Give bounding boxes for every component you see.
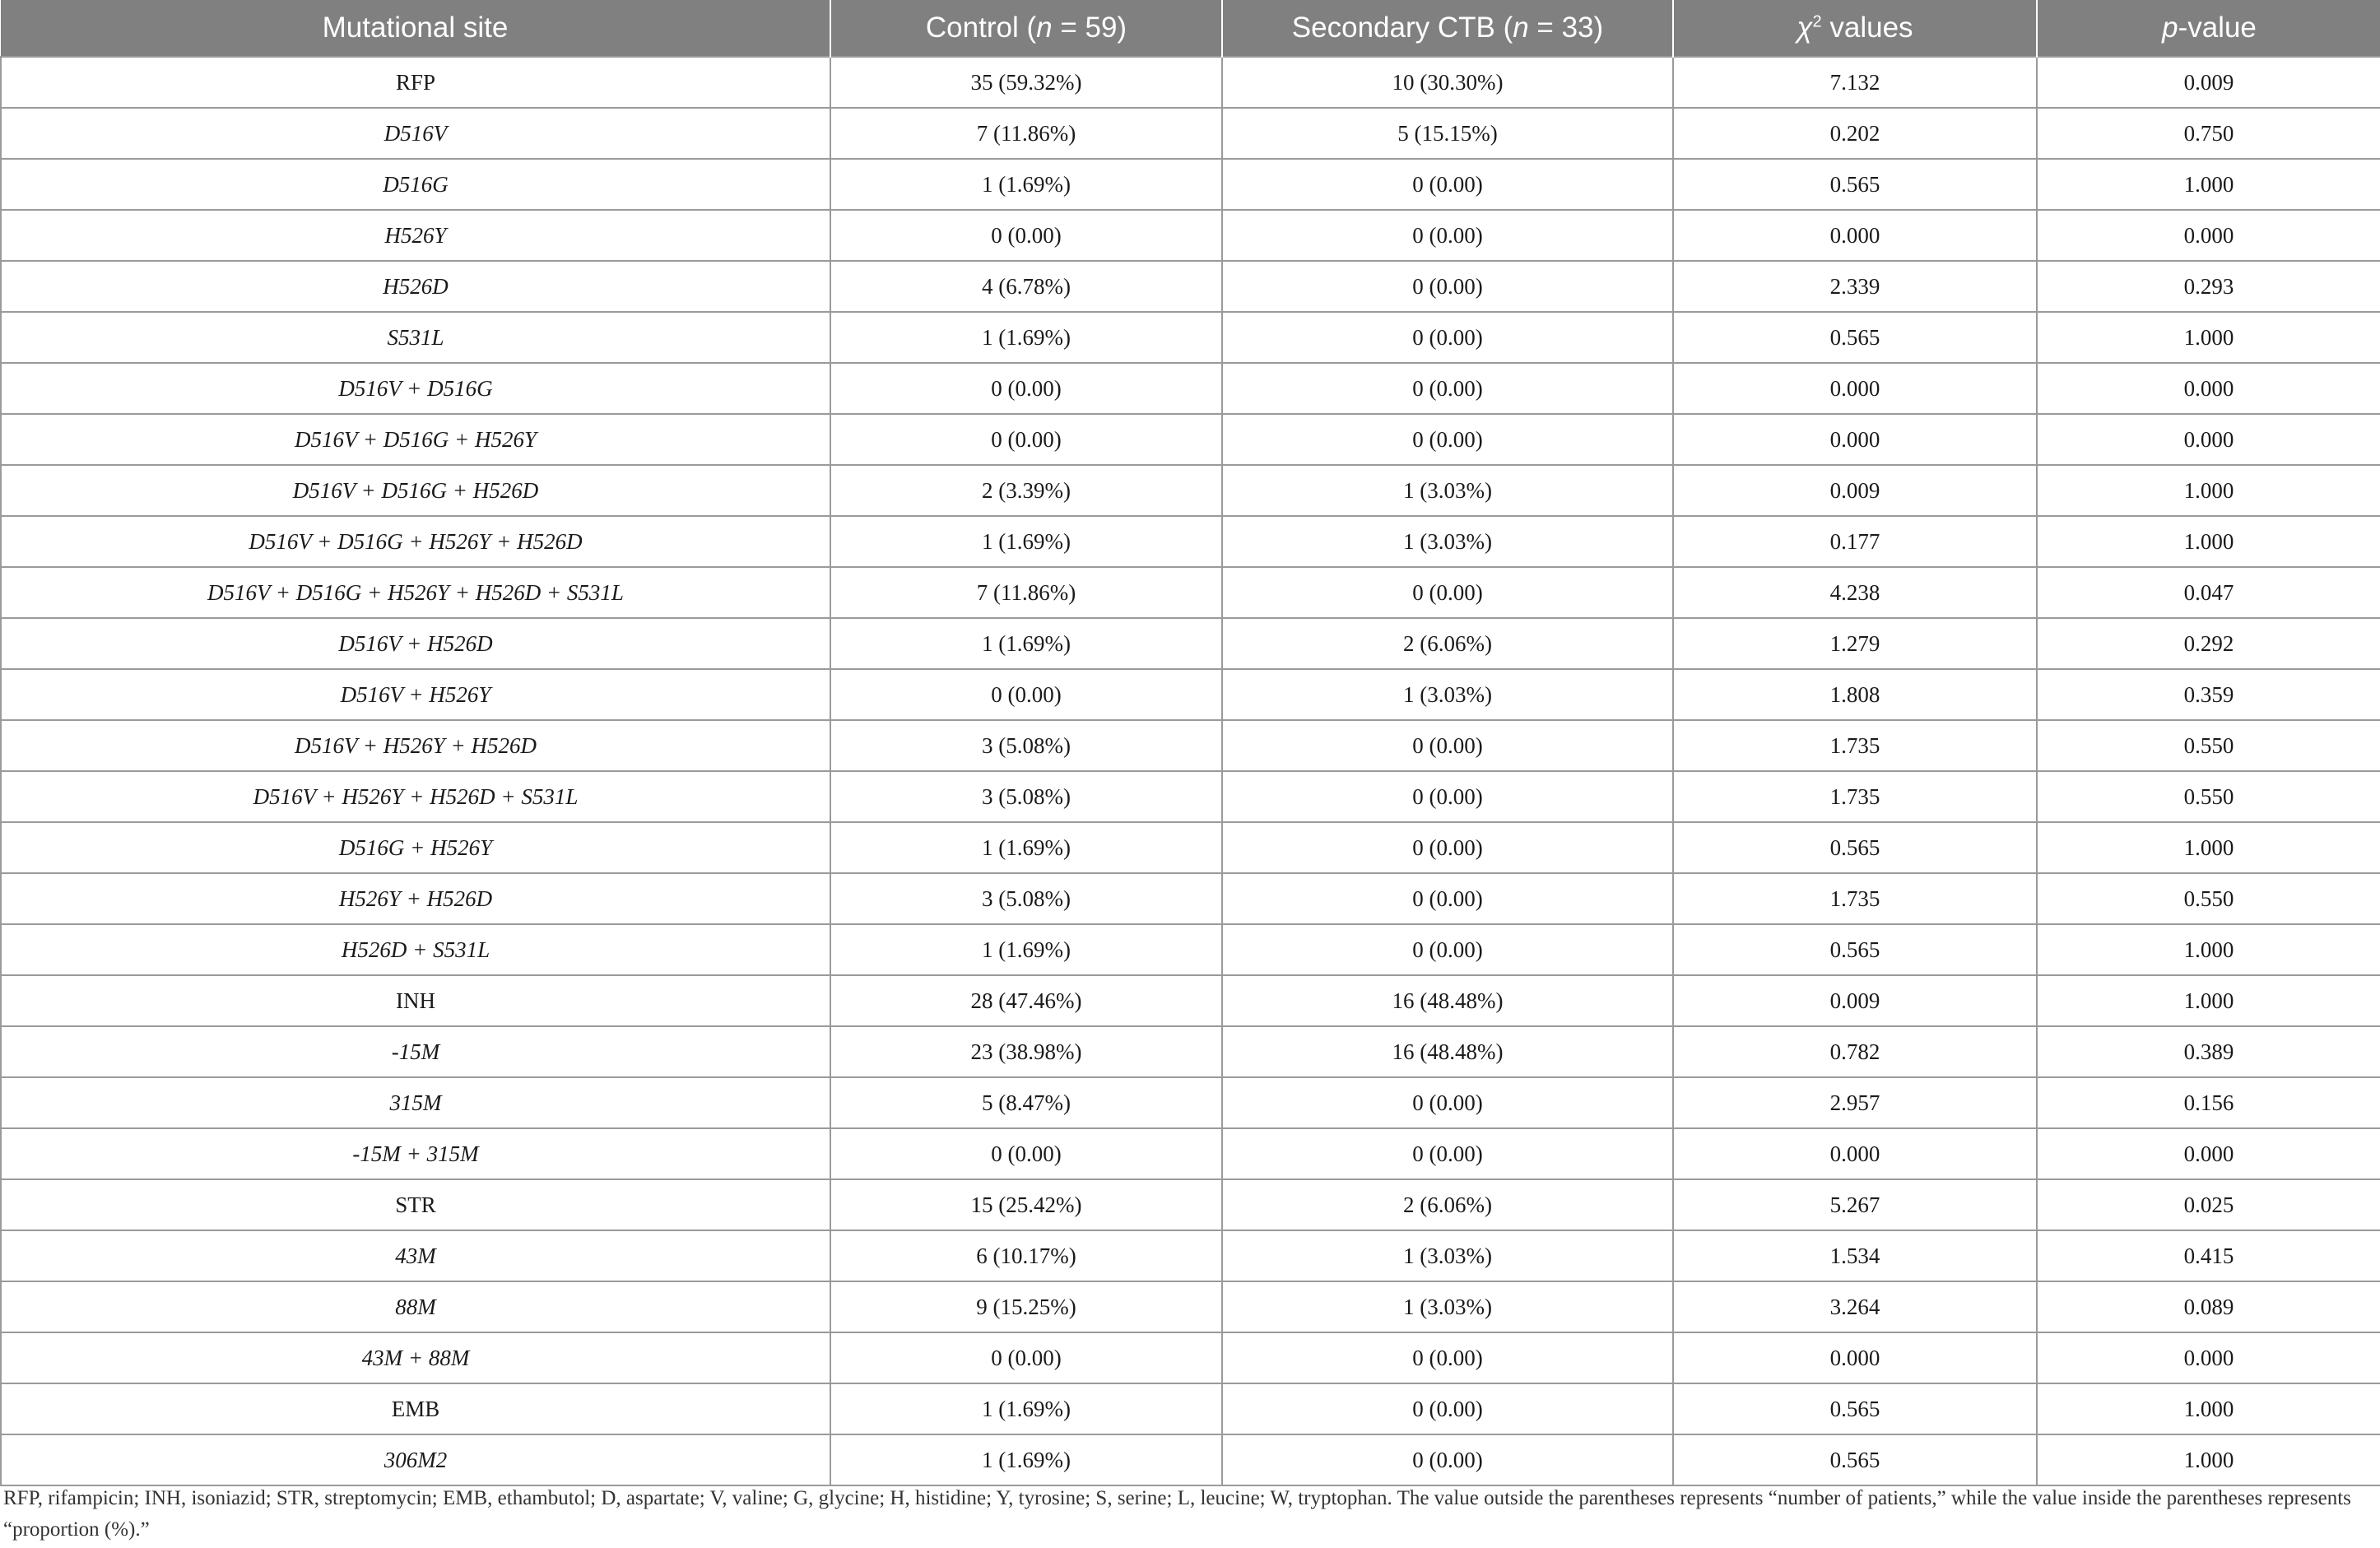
cell-mutational-site: RFP xyxy=(1,57,830,108)
cell-mutational-site: STR xyxy=(1,1179,830,1230)
cell-secondary-ctb: 0 (0.00) xyxy=(1222,567,1673,618)
cell-p-value: 0.000 xyxy=(2037,1332,2380,1383)
cell-control: 1 (1.69%) xyxy=(830,618,1222,669)
cell-chi2: 0.782 xyxy=(1673,1026,2037,1077)
table-header-row xyxy=(1,0,2380,57)
table-row xyxy=(1,618,2380,669)
cell-control: 3 (5.08%) xyxy=(830,720,1222,771)
cell-p-value: 1.000 xyxy=(2037,975,2380,1026)
cell-p-value: 1.000 xyxy=(2037,516,2380,567)
cell-chi2: 0.000 xyxy=(1673,363,2037,414)
cell-secondary-ctb: 0 (0.00) xyxy=(1222,924,1673,975)
table-row xyxy=(1,465,2380,516)
cell-p-value: 0.293 xyxy=(2037,261,2380,312)
cell-mutational-site: D516V + H526Y + H526D xyxy=(1,720,830,771)
table-row xyxy=(1,414,2380,465)
cell-mutational-site: 306M2 xyxy=(1,1434,830,1485)
cell-chi2: 2.339 xyxy=(1673,261,2037,312)
cell-secondary-ctb: 0 (0.00) xyxy=(1222,210,1673,261)
cell-control: 2 (3.39%) xyxy=(830,465,1222,516)
cell-mutational-site: D516V + D516G + H526Y + H526D xyxy=(1,516,830,567)
cell-secondary-ctb: 0 (0.00) xyxy=(1222,1077,1673,1128)
cell-mutational-site: D516V + H526D xyxy=(1,618,830,669)
table-row xyxy=(1,363,2380,414)
cell-control: 35 (59.32%) xyxy=(830,57,1222,108)
cell-chi2: 5.267 xyxy=(1673,1179,2037,1230)
header-chi2: $\chi^2$ values xyxy=(1673,0,2037,57)
cell-secondary-ctb: 1 (3.03%) xyxy=(1222,465,1673,516)
cell-chi2: 0.202 xyxy=(1673,108,2037,159)
table-row xyxy=(1,1230,2380,1281)
cell-mutational-site: 43M + 88M xyxy=(1,1332,830,1383)
cell-secondary-ctb: 1 (3.03%) xyxy=(1222,516,1673,567)
cell-mutational-site: INH xyxy=(1,975,830,1026)
cell-chi2: 4.238 xyxy=(1673,567,2037,618)
cell-p-value: 0.025 xyxy=(2037,1179,2380,1230)
cell-control: 0 (0.00) xyxy=(830,210,1222,261)
table-row xyxy=(1,516,2380,567)
cell-secondary-ctb: 2 (6.06%) xyxy=(1222,618,1673,669)
table-footnote: RFP, rifampicin; INH, isoniazid; STR, streptomycin; EMB, ethambutol; D, aspartate; V, valine; G, glycine; H, histidine; Y, tyrosine; S, serine; L, leucine; W, tryptophan. The value outside the parentheses represents “number of patients,” while the value inside the parentheses represents “proportion (%).” xyxy=(3,1487,2351,1541)
cell-secondary-ctb: 5 (15.15%) xyxy=(1222,108,1673,159)
cell-control: 0 (0.00) xyxy=(830,363,1222,414)
cell-chi2: 0.565 xyxy=(1673,924,2037,975)
cell-mutational-site: D516V + D516G xyxy=(1,363,830,414)
cell-mutational-site: 43M xyxy=(1,1230,830,1281)
cell-secondary-ctb: 0 (0.00) xyxy=(1222,1128,1673,1179)
cell-control: 6 (10.17%) xyxy=(830,1230,1222,1281)
cell-control: 1 (1.69%) xyxy=(830,159,1222,210)
table-row xyxy=(1,1332,2380,1383)
cell-chi2: 0.009 xyxy=(1673,465,2037,516)
cell-control: 4 (6.78%) xyxy=(830,261,1222,312)
header-control: Control (n = 59) xyxy=(830,0,1222,57)
cell-p-value: 1.000 xyxy=(2037,1383,2380,1434)
header-secondary-ctb: Secondary CTB (n = 33) xyxy=(1222,0,1673,57)
table-body xyxy=(1,57,2380,1485)
cell-control: 3 (5.08%) xyxy=(830,771,1222,822)
cell-secondary-ctb: 1 (3.03%) xyxy=(1222,1281,1673,1332)
cell-chi2: 0.009 xyxy=(1673,975,2037,1026)
cell-p-value: 0.000 xyxy=(2037,1128,2380,1179)
cell-secondary-ctb: 0 (0.00) xyxy=(1222,261,1673,312)
cell-p-value: 0.156 xyxy=(2037,1077,2380,1128)
cell-chi2: 1.735 xyxy=(1673,771,2037,822)
cell-mutational-site: EMB xyxy=(1,1383,830,1434)
cell-mutational-site: 88M xyxy=(1,1281,830,1332)
table-row xyxy=(1,1077,2380,1128)
cell-chi2: 7.132 xyxy=(1673,57,2037,108)
cell-chi2: 0.000 xyxy=(1673,210,2037,261)
cell-p-value: 1.000 xyxy=(2037,159,2380,210)
cell-control: 15 (25.42%) xyxy=(830,1179,1222,1230)
cell-control: 1 (1.69%) xyxy=(830,1383,1222,1434)
cell-p-value: 0.000 xyxy=(2037,363,2380,414)
cell-secondary-ctb: 0 (0.00) xyxy=(1222,312,1673,363)
cell-p-value: 0.550 xyxy=(2037,720,2380,771)
cell-p-value: 1.000 xyxy=(2037,924,2380,975)
cell-chi2: 0.000 xyxy=(1673,414,2037,465)
cell-mutational-site: H526D xyxy=(1,261,830,312)
cell-chi2: 0.565 xyxy=(1673,822,2037,873)
table-row xyxy=(1,720,2380,771)
header-mutational-site: Mutational site xyxy=(1,0,830,57)
cell-mutational-site: D516V + H526Y xyxy=(1,669,830,720)
cell-chi2: 0.000 xyxy=(1673,1332,2037,1383)
cell-p-value: 0.292 xyxy=(2037,618,2380,669)
cell-mutational-site: -15M + 315M xyxy=(1,1128,830,1179)
table-row xyxy=(1,210,2380,261)
cell-chi2: 1.279 xyxy=(1673,618,2037,669)
cell-p-value: 0.550 xyxy=(2037,771,2380,822)
cell-mutational-site: H526D + S531L xyxy=(1,924,830,975)
cell-control: 1 (1.69%) xyxy=(830,924,1222,975)
cell-chi2: 0.565 xyxy=(1673,312,2037,363)
table-row xyxy=(1,873,2380,924)
cell-secondary-ctb: 1 (3.03%) xyxy=(1222,1230,1673,1281)
cell-secondary-ctb: 0 (0.00) xyxy=(1222,414,1673,465)
cell-mutational-site: D516G + H526Y xyxy=(1,822,830,873)
cell-chi2: 0.565 xyxy=(1673,1383,2037,1434)
cell-secondary-ctb: 2 (6.06%) xyxy=(1222,1179,1673,1230)
cell-chi2: 1.534 xyxy=(1673,1230,2037,1281)
cell-p-value: 0.009 xyxy=(2037,57,2380,108)
table-row xyxy=(1,975,2380,1026)
cell-control: 28 (47.46%) xyxy=(830,975,1222,1026)
table-row xyxy=(1,669,2380,720)
cell-secondary-ctb: 0 (0.00) xyxy=(1222,1434,1673,1485)
cell-p-value: 0.089 xyxy=(2037,1281,2380,1332)
cell-mutational-site: S531L xyxy=(1,312,830,363)
cell-secondary-ctb: 0 (0.00) xyxy=(1222,1332,1673,1383)
cell-p-value: 0.415 xyxy=(2037,1230,2380,1281)
cell-p-value: 0.389 xyxy=(2037,1026,2380,1077)
cell-chi2: 0.565 xyxy=(1673,159,2037,210)
table-row xyxy=(1,1128,2380,1179)
table-row xyxy=(1,771,2380,822)
cell-chi2: 2.957 xyxy=(1673,1077,2037,1128)
cell-secondary-ctb: 16 (48.48%) xyxy=(1222,975,1673,1026)
table-row xyxy=(1,1026,2380,1077)
table-row xyxy=(1,57,2380,108)
cell-control: 0 (0.00) xyxy=(830,669,1222,720)
cell-secondary-ctb: 0 (0.00) xyxy=(1222,771,1673,822)
cell-p-value: 0.550 xyxy=(2037,873,2380,924)
cell-p-value: 0.359 xyxy=(2037,669,2380,720)
table-row xyxy=(1,261,2380,312)
cell-control: 1 (1.69%) xyxy=(830,516,1222,567)
cell-secondary-ctb: 16 (48.48%) xyxy=(1222,1026,1673,1077)
table-row xyxy=(1,822,2380,873)
cell-chi2: 1.808 xyxy=(1673,669,2037,720)
cell-mutational-site: H526Y xyxy=(1,210,830,261)
cell-p-value: 0.000 xyxy=(2037,210,2380,261)
cell-control: 0 (0.00) xyxy=(830,1332,1222,1383)
table-row xyxy=(1,108,2380,159)
cell-mutational-site: D516V xyxy=(1,108,830,159)
cell-chi2: 1.735 xyxy=(1673,720,2037,771)
cell-control: 1 (1.69%) xyxy=(830,1434,1222,1485)
cell-control: 0 (0.00) xyxy=(830,414,1222,465)
cell-p-value: 1.000 xyxy=(2037,465,2380,516)
cell-p-value: 1.000 xyxy=(2037,1434,2380,1485)
cell-chi2: 0.565 xyxy=(1673,1434,2037,1485)
cell-chi2: 3.264 xyxy=(1673,1281,2037,1332)
cell-mutational-site: D516V + D516G + H526D xyxy=(1,465,830,516)
table-row xyxy=(1,1383,2380,1434)
cell-control: 9 (15.25%) xyxy=(830,1281,1222,1332)
cell-mutational-site: -15M xyxy=(1,1026,830,1077)
cell-p-value: 0.000 xyxy=(2037,414,2380,465)
cell-secondary-ctb: 1 (3.03%) xyxy=(1222,669,1673,720)
table-row xyxy=(1,1281,2380,1332)
cell-control: 7 (11.86%) xyxy=(830,567,1222,618)
cell-p-value: 0.750 xyxy=(2037,108,2380,159)
cell-control: 23 (38.98%) xyxy=(830,1026,1222,1077)
cell-control: 1 (1.69%) xyxy=(830,822,1222,873)
cell-control: 0 (0.00) xyxy=(830,1128,1222,1179)
cell-mutational-site: D516V + D516G + H526Y xyxy=(1,414,830,465)
cell-mutational-site: D516V + D516G + H526Y + H526D + S531L xyxy=(1,567,830,618)
cell-secondary-ctb: 0 (0.00) xyxy=(1222,873,1673,924)
cell-secondary-ctb: 0 (0.00) xyxy=(1222,1383,1673,1434)
cell-mutational-site: D516G xyxy=(1,159,830,210)
cell-chi2: 0.000 xyxy=(1673,1128,2037,1179)
cell-control: 5 (8.47%) xyxy=(830,1077,1222,1128)
cell-control: 3 (5.08%) xyxy=(830,873,1222,924)
cell-mutational-site: D516V + H526Y + H526D + S531L xyxy=(1,771,830,822)
cell-secondary-ctb: 10 (30.30%) xyxy=(1222,57,1673,108)
cell-chi2: 1.735 xyxy=(1673,873,2037,924)
table-row xyxy=(1,159,2380,210)
cell-secondary-ctb: 0 (0.00) xyxy=(1222,363,1673,414)
table-row xyxy=(1,1434,2380,1485)
cell-chi2: 0.177 xyxy=(1673,516,2037,567)
header-p-value: p-value xyxy=(2037,0,2380,57)
cell-p-value: 1.000 xyxy=(2037,822,2380,873)
table-row xyxy=(1,567,2380,618)
cell-mutational-site: H526Y + H526D xyxy=(1,873,830,924)
cell-control: 1 (1.69%) xyxy=(830,312,1222,363)
cell-p-value: 1.000 xyxy=(2037,312,2380,363)
table-row xyxy=(1,924,2380,975)
cell-p-value: 0.047 xyxy=(2037,567,2380,618)
table-row xyxy=(1,1179,2380,1230)
cell-secondary-ctb: 0 (0.00) xyxy=(1222,822,1673,873)
cell-control: 7 (11.86%) xyxy=(830,108,1222,159)
table-row xyxy=(1,312,2380,363)
cell-secondary-ctb: 0 (0.00) xyxy=(1222,159,1673,210)
cell-mutational-site: 315M xyxy=(1,1077,830,1128)
cell-secondary-ctb: 0 (0.00) xyxy=(1222,720,1673,771)
